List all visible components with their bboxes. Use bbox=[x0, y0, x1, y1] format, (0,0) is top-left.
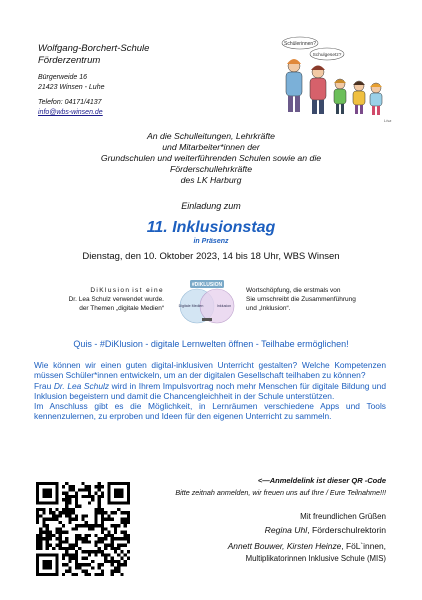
recipients-line2: und Mitarbeiter*innen der bbox=[162, 142, 260, 152]
recipients-block bbox=[0, 131, 422, 186]
school-contact bbox=[38, 98, 103, 117]
school-name-line2: Förderzentrum bbox=[38, 55, 101, 66]
recipients-line1: An die Schulleitungen, Lehrkräfte bbox=[147, 131, 275, 141]
cartoon-illustration bbox=[272, 34, 392, 126]
school-name-line1: Wolfgang-Borchert-Schule bbox=[38, 43, 150, 54]
school-name bbox=[38, 43, 149, 67]
school-address bbox=[38, 73, 104, 92]
recipients-line5: des LK Harburg bbox=[180, 175, 242, 185]
bubble1-text: Schülerinnen? bbox=[284, 41, 316, 47]
signature-line-2 bbox=[0, 541, 386, 551]
recipients-line4: Förderschullehrkräfte bbox=[169, 164, 253, 174]
diklusion-logo bbox=[172, 278, 242, 326]
logo-right-label: Inklusion bbox=[216, 304, 232, 308]
p2-post: wird in Ihrem Impulsvortrag noch mehr Menschen für digitale Bildung und Inklusion begeistern und damit die Chancengleichheit in der Schule unterstützen. bbox=[34, 380, 386, 401]
signer1-name: Regina Uhl bbox=[264, 525, 308, 535]
headline: Quis - #DiKlusion - digitale Lernwelten öffnen - Teilhabe ermöglichen! bbox=[73, 339, 349, 349]
speaker-name: Dr. Lea Schulz bbox=[53, 380, 110, 391]
signer2-names: Annett Bouwer, Kirsten Heinze bbox=[227, 541, 342, 551]
figure-teacher-1 bbox=[286, 59, 302, 112]
diklusion-word: DiKlusion bbox=[90, 287, 131, 294]
figure-teacher-2 bbox=[310, 66, 326, 115]
body-text bbox=[34, 360, 386, 422]
signature-line-1 bbox=[0, 525, 386, 535]
email-link[interactable]: info@wbs-winsen.de bbox=[38, 108, 103, 116]
city: 21423 Winsen - Luhe bbox=[38, 83, 105, 91]
diklusion-description-left bbox=[38, 286, 164, 313]
diklusion-right-line1: Wortschöpfung, die erstmals von bbox=[246, 287, 341, 294]
speech-bubble-1 bbox=[282, 37, 318, 49]
event-date: Dienstag, den 10. Oktober 2023, 14 bis 18 Uhr, WBS Winsen bbox=[82, 251, 340, 262]
signature-line-3: Multiplikatorinnen Inklusive Schule (MIS) bbox=[245, 554, 386, 563]
body-paragraph-3: Im Anschluss gibt es die Möglichkeit, in Lernräumen verschiedene Apps und Tools kennenzulernen, zu erproben und Ideen für den eigenen Unterricht zu sammeln. bbox=[34, 401, 386, 422]
event-title: 11. Inklusionstag bbox=[146, 219, 276, 236]
diklusion-description-right bbox=[246, 286, 386, 313]
figure-child-2 bbox=[353, 81, 365, 114]
greeting: Mit freundlichen Grüßen bbox=[300, 512, 386, 521]
qr-label: <—Anmeldelink ist dieser QR -Code bbox=[257, 476, 386, 485]
speech-bubble-2 bbox=[310, 48, 344, 60]
logo-tag: #DIKLUSION bbox=[191, 282, 223, 288]
figure-child-3 bbox=[370, 83, 382, 115]
event-subtitle: in Präsenz bbox=[193, 238, 229, 245]
recipients-line3: Grundschulen und weiterführenden Schulen sowie an die bbox=[100, 153, 322, 163]
body-paragraph-1: Wie können wir einen guten digital-inklusiven Unterricht gestalten? Welche Kompetenzen müssen Schüler*innen entwickeln, um an der digitalen Gesellschaft teilhaben zu können? bbox=[34, 360, 386, 381]
registration-note: Bitte zeitnah anmelden, wir freuen uns auf Ihre / Eure Teilnahme!!! bbox=[175, 488, 386, 497]
diklusion-line3: der Themen „digitale Medien“ bbox=[79, 305, 164, 312]
diklusion-line1-rest: ist eine bbox=[132, 287, 164, 294]
logo-left-label: Digitale Medien bbox=[178, 304, 204, 308]
phone: Telefon: 04171/4137 bbox=[38, 99, 102, 106]
signer2-role: , FöL`innen, bbox=[341, 541, 386, 551]
body-paragraph-2 bbox=[34, 381, 386, 402]
street: Bürgerweide 16 bbox=[38, 74, 88, 81]
artist-signature: Lisa bbox=[384, 118, 392, 123]
signer1-role: , Förderschulrektorin bbox=[307, 525, 386, 535]
license-badge-icon bbox=[202, 318, 212, 321]
invitation-intro: Einladung zum bbox=[181, 201, 241, 211]
diklusion-right-line3: und „Inklusion“. bbox=[246, 305, 291, 312]
bubble2-text: Schulgesetz? bbox=[312, 53, 342, 58]
p2-pre: Frau bbox=[34, 380, 54, 391]
figure-child-1 bbox=[334, 79, 346, 114]
diklusion-line2: Dr. Lea Schulz verwendet wurde. bbox=[68, 296, 164, 303]
diklusion-right-line2: Sie umschreibt die Zusammenführung bbox=[246, 296, 356, 303]
